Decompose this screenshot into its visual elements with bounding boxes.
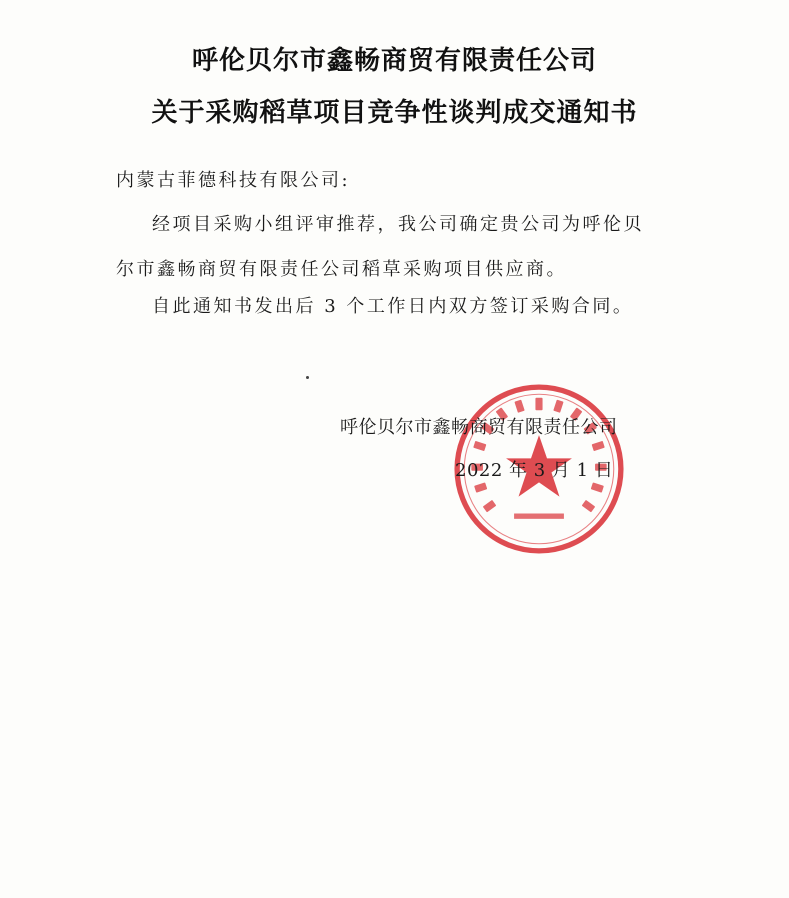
paragraph-2: 自此通知书发出后 3 个工作日内双方签订采购合同。 <box>152 296 634 317</box>
paragraph-1-line-1: 经项目采购小组评审推荐，我公司确定贵公司为呼伦贝 <box>152 214 644 235</box>
paragraph-1-line-2: 尔市鑫畅商贸有限责任公司稻草采购项目供应商。 <box>116 259 567 280</box>
scan-speck <box>306 376 309 379</box>
document-title-company: 呼伦贝尔市鑫畅商贸有限责任公司 <box>191 46 597 76</box>
signature-date: 2022 年 3 月 1 日 <box>455 460 614 481</box>
document-title-notice: 关于采购稻草项目竞争性谈判成交通知书 <box>151 98 638 128</box>
signature-company: 呼伦贝尔市鑫畅商贸有限责任公司 <box>340 417 618 438</box>
recipient-line: 内蒙古菲德科技有限公司: <box>116 170 351 191</box>
